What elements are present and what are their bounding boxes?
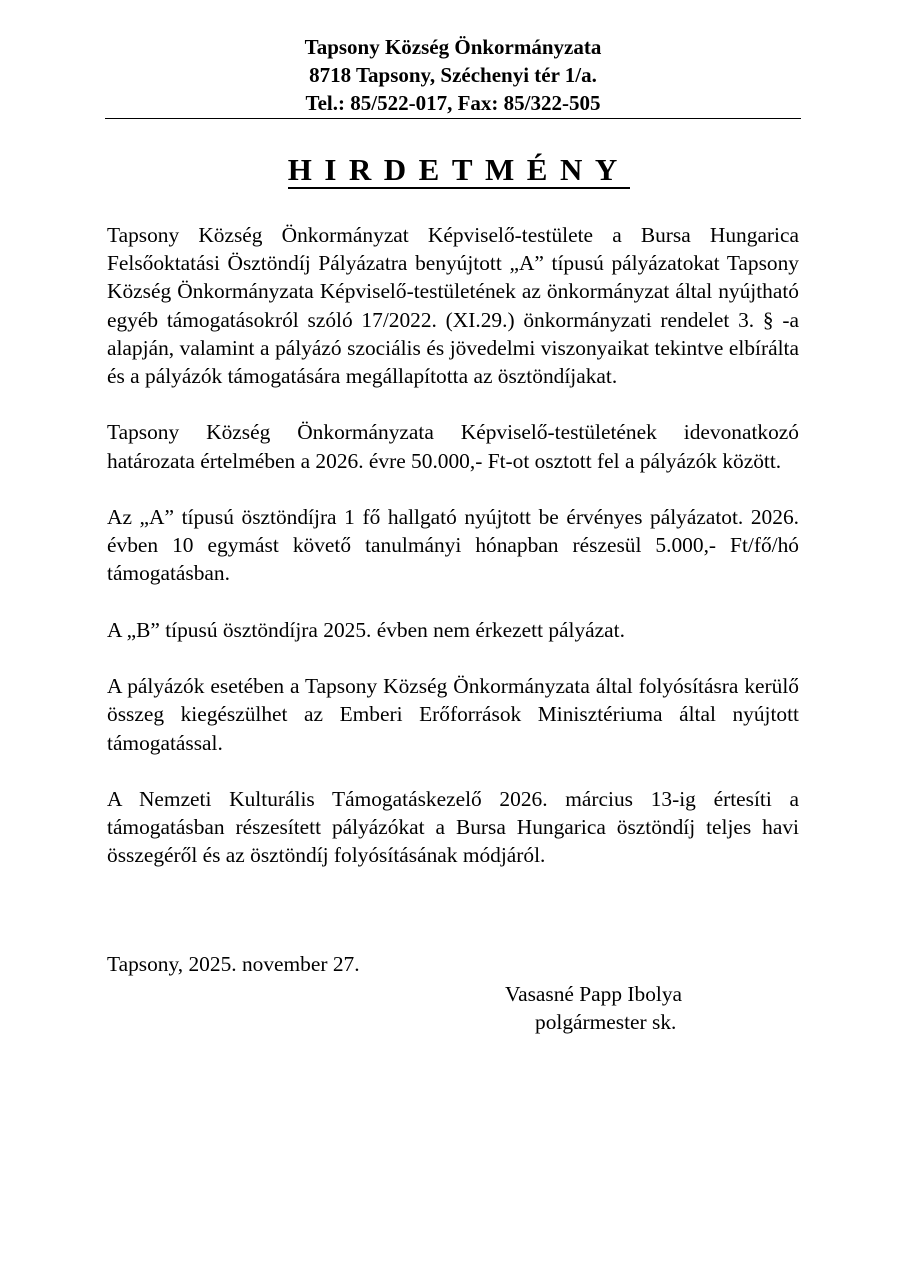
organization-contact: Tel.: 85/522-017, Fax: 85/322-505 (305, 91, 601, 115)
paragraph-type-b: A „B” típusú ösztöndíjra 2025. évben nem érkezett pályázat. (107, 617, 625, 642)
paragraph-type-a: Az „A” típusú ösztöndíjra 1 fő hallgató nyújtott be érvényes pályázatot. 2026. évben 10 egymást követő tanulmányi hónapban részesül 5.000,- Ft/fő/hó támogatásban. (107, 505, 799, 586)
signature-block (500, 980, 740, 1036)
paragraph-decision: Tapsony Község Önkormányzat Képviselő-testülete a Bursa Hungarica Felsőoktatási Ösztöndíj Pályázatra benyújtott „A” típusú pályázatokat Tapsony Község Önkormányzata Képviselő-testületének az önkormányzat által nyújtható egyéb támogatásokról szóló 17/2022. (XI.29.) önkormányzati rendelet 3. § -a alapján, valamint a pályázó szociális és jövedelmi viszonyaikat tekintve elbírálta és a pályázók támogatására megállapította az ösztöndíjakat. (107, 223, 799, 389)
document-title: HIRDETMÉNY (287, 152, 630, 187)
place-and-date: Tapsony, 2025. november 27. (107, 952, 360, 976)
paragraph-budget: Tapsony Község Önkormányzata Képviselő-testületének idevonatkozó határozata értelmében a 2026. évre 50.000,- Ft-ot osztott fel a pályázók között. (107, 420, 799, 473)
signatory-name: Vasasné Papp Ibolya (505, 982, 683, 1006)
paragraph-notification: A Nemzeti Kulturális Támogatáskezelő 2026. március 13-ig értesíti a támogatásban részesített pályázókat a Bursa Hungarica ösztöndíj teljes havi összegéről és az ösztöndíj folyósításának módjáról. (107, 786, 799, 868)
header-divider (105, 118, 801, 119)
organization-name: Tapsony Község Önkormányzata (304, 35, 602, 59)
paragraph-supplement: A pályázók esetében a Tapsony Község Önkormányzata által folyósításra kerülő összeg kiegészülhet az Emberi Erőforrások Minisztériuma által nyújtott támogatással. (107, 674, 799, 755)
letterhead (105, 33, 801, 117)
document-title-wrapper (0, 150, 905, 190)
organization-address: 8718 Tapsony, Széchenyi tér 1/a. (309, 63, 597, 87)
signatory-role: polgármester sk. (535, 1010, 677, 1034)
document-body (107, 221, 799, 898)
